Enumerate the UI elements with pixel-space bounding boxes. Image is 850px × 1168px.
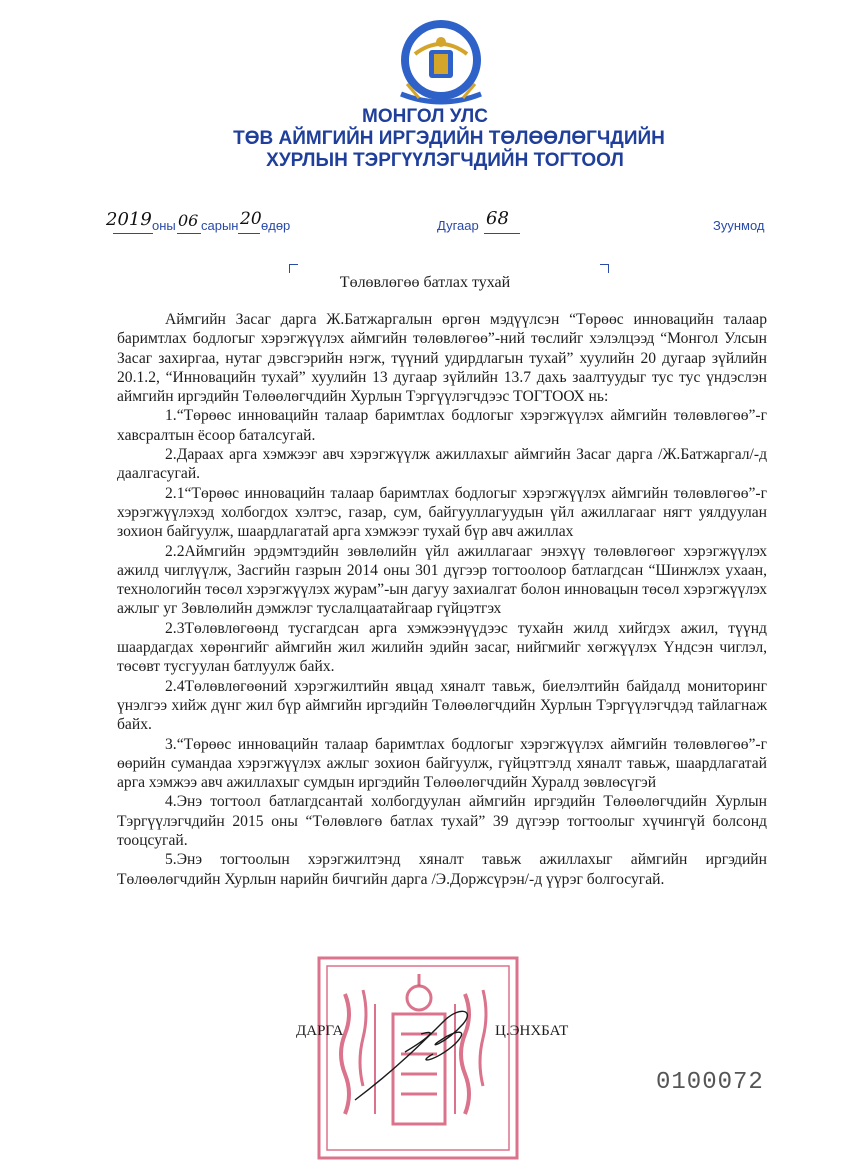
handwritten-number: 68 — [486, 208, 509, 229]
header-line-1: МОНГОЛ УЛС — [362, 106, 488, 127]
paragraph-2-4: 2.4Төлөвлөгөөний хэрэгжилтийн явцад хяналт тавьж, биелэлтийн байдалд мониторинг үнэлгээ хийж дүнг жил бүр аймгийн иргэдийн Төлөөлөгчдийн Хурлын Тэргүүлэгчдэд тайлагнаж байх. — [117, 677, 767, 734]
title-bracket-left — [289, 264, 298, 273]
document-title: Төлөвлөгөө батлах тухай — [339, 274, 511, 291]
title-bracket-right — [600, 264, 609, 273]
document-body — [117, 310, 767, 889]
handwritten-year: 2019 — [106, 209, 152, 230]
number-label: Дугаар — [437, 218, 479, 233]
place: Зуунмод — [713, 218, 765, 233]
month-label: сарын — [201, 218, 239, 233]
handwritten-month: 06 — [178, 211, 199, 230]
day-label: өдөр — [261, 218, 291, 233]
paragraph-2-2: 2.2Аймгийн эрдэмтэдийн зөвлөлийн үйл ажиллагааг энэхүү төлөвлөгөөг хэрэгжүүлэх ажилд чиглүүлж, Засгийн газрын 2014 оны 301 дүгээр тогтоолоор батлагдсан “Шинжлэх ухаан, технологийн төсөл хэрэгжүүлэх журам”-ын дагуу захиалгат болон инновацын төсөл хэрэгжүүлэх ажлыг уг Зөвлөлийн дэмжлэг туслалцаатайгаар гүйцэтгэх — [117, 542, 767, 618]
signatory-name: Ц.ЭНХБАТ — [495, 1023, 569, 1039]
paragraph-2-3: 2.3Төлөвлөгөөнд тусгагдсан арга хэмжээнүүдээс тухайн жилд хийгдэх ажил, түүнд шаардагдах хөрөнгийг аймгийн жил жилийн эдийн засаг, нийгмийг хөгжүүлэх Үндсэн чиглэл, төсөвт тусгуулан батлуулж байх. — [117, 619, 767, 676]
paragraph-1: 1.“Төрөөс инновацийн талаар баримтлах бодлогыг хэрэгжүүлэх аймгийн төлөвлөгөө”-г хавсралтын ёсоор баталсугай. — [117, 407, 767, 444]
year-label: оны — [152, 218, 176, 233]
paragraph-2-1: 2.1“Төрөөс инновацийн талаар баримтлах бодлогыг хэрэгжүүлэх аймгийн төлөвлөгөө”-г хэрэгжүүлэхэд холбогдох хэлтэс, газар, сум, байгууллагуудын үйл ажиллагааг нягт уялдуулан зохион байгуулж, шаардлагатай арга хэмжээг тухай бүр авч ажиллах — [117, 484, 767, 541]
paragraph-2: 2.Дараах арга хэмжээг авч хэрэгжүүлж ажиллахыг аймгийн Засаг дарга /Ж.Батжаргал/-д даалгасугай. — [117, 446, 767, 483]
header-line-3: ХУРЛЫН ТЭРГҮҮЛЭГЧДИЙН ТОГТООЛ — [266, 150, 624, 171]
paragraph-4: 4.Энэ тогтоол батлагдсантай холбогдуулан аймгийн иргэдийн Төлөөлөгчдийн Хурлын Тэргүүлэгчдийн 2015 оны “Төлөвлөгө батлах тухай” 39 дүгээр тогтоолыг хүчингүй болсонд тооцсугай. — [117, 793, 767, 850]
paragraph-preamble: Аймгийн Засаг дарга Ж.Батжаргалын өргөн мэдүүлсэн “Төрөөс инновацийн талаар баримтлах бодлогыг хэрэгжүүлэх аймгийн төлөвлөгөө”-ний төслийг хэлэлцээд “Монгол Улсын Засаг захиргаа, нутаг дэвсгэрийн нэгж, түүний удирдлагын тухай” хуулийн 20 дугаар зүйлийн 20.1.2, “Инновацийн тухай” хуулийн 13 дугаар зүйлийн 13.7 дахь заалтуудыг тус тус үндэслэн аймгийн иргэдийн Төлөөлөгчдийн Хурлын Тэргүүлэгчдээс ТОГТООХ нь: — [117, 311, 767, 406]
header-line-2: ТӨВ АЙМГИЙН ИРГЭДИЙН ТӨЛӨӨЛӨГЧДИЙН — [233, 128, 665, 149]
signature-scribble — [345, 1000, 485, 1110]
registration-number: 0100072 — [656, 1069, 764, 1096]
paragraph-5: 5.Энэ тогтоолын хэрэгжилтэнд хяналт тавьж ажиллахыг аймгийн иргэдийн Төлөөлөгчдийн Хурлын нарийн бичгийн дарга /Э.Доржсүрэн/-д үүрэг болгосугай. — [117, 851, 767, 888]
paragraph-3: 3.“Төрөөс инновацийн талаар баримтлах бодлогыг хэрэгжүүлэх аймгийн төлөвлөгөө”-г өөрийн сумандаа хэрэгжүүлэх ажлыг зохион байгуулж, гүйцэтгэлд хяналт тавьж, шаардлагатай арга хэмжээ авч ажиллахыг сумдын иргэдийн Төлөөлөгчдийн Хуралд зөвлөсүгэй — [117, 735, 767, 792]
signatory-title: ДАРГА — [296, 1023, 344, 1039]
state-emblem-icon — [385, 14, 497, 106]
handwritten-day: 20 — [240, 209, 262, 229]
